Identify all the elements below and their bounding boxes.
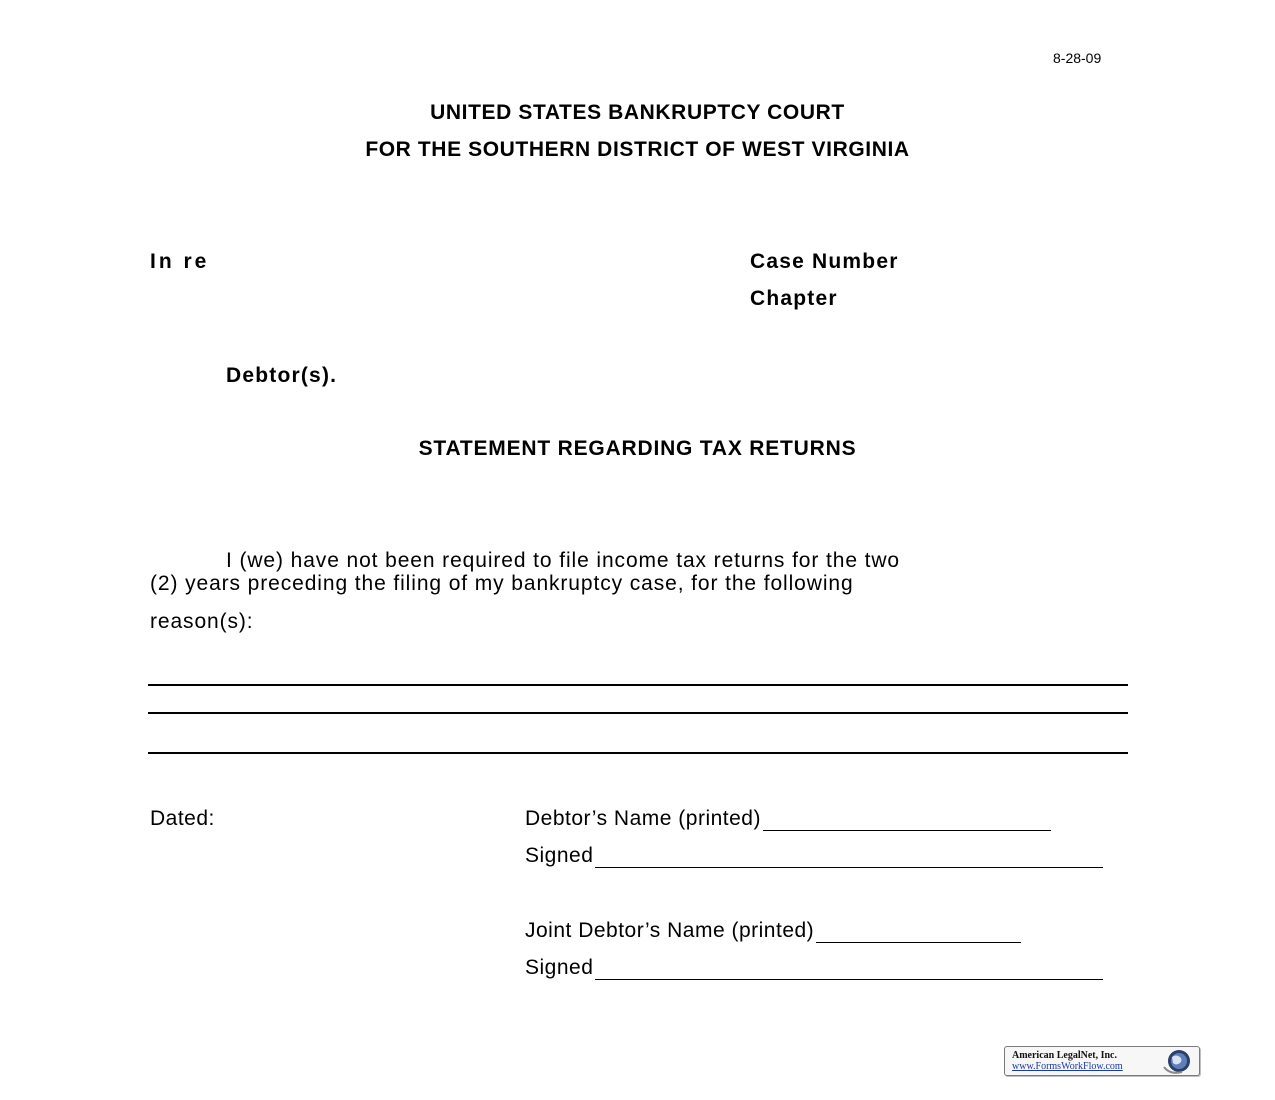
debtor-signature-line[interactable] xyxy=(595,849,1103,868)
case-number-label: Case Number xyxy=(750,250,899,273)
debtor-signature-field xyxy=(525,844,1103,868)
debtor-name-line[interactable] xyxy=(763,812,1051,831)
reason-input-line-3[interactable] xyxy=(148,752,1128,754)
debtor-name-field xyxy=(525,807,1051,831)
debtor-signed-label: Signed xyxy=(525,844,594,867)
chapter-label: Chapter xyxy=(750,287,838,310)
statement-text-line-3: reason(s): xyxy=(150,610,254,633)
brand-link[interactable]: www.FormsWorkFlow.com xyxy=(1012,1061,1123,1072)
statement-text-line-1: I (we) have not been required to file income tax returns for the two xyxy=(226,549,901,572)
joint-debtor-name-label: Joint Debtor’s Name (printed) xyxy=(525,919,815,942)
joint-debtor-signed-label: Signed xyxy=(525,956,594,979)
statement-text-line-2: (2) years preceding the filing of my bankruptcy case, for the following xyxy=(150,572,854,595)
debtors-label: Debtor(s). xyxy=(226,364,338,387)
reason-input-line-1[interactable] xyxy=(148,684,1128,686)
court-name: UNITED STATES BANKRUPTCY COURT xyxy=(430,101,845,124)
debtor-name-label: Debtor’s Name (printed) xyxy=(525,807,761,830)
reason-input-line-2[interactable] xyxy=(148,712,1128,714)
dated-label: Dated: xyxy=(150,807,215,830)
document-title: STATEMENT REGARDING TAX RETURNS xyxy=(418,437,857,460)
in-re-label: In re xyxy=(150,250,210,273)
joint-debtor-signature-field xyxy=(525,956,1103,980)
form-revision-date: 8-28-09 xyxy=(1053,50,1102,66)
joint-debtor-signature-line[interactable] xyxy=(595,961,1103,980)
joint-debtor-name-field xyxy=(525,919,1021,943)
brand-badge xyxy=(1004,1046,1200,1076)
globe-logo-icon xyxy=(1160,1048,1196,1074)
brand-name: American LegalNet, Inc. xyxy=(1012,1050,1117,1061)
joint-debtor-name-line[interactable] xyxy=(816,924,1021,943)
court-district: FOR THE SOUTHERN DISTRICT OF WEST VIRGINIA xyxy=(365,138,910,161)
